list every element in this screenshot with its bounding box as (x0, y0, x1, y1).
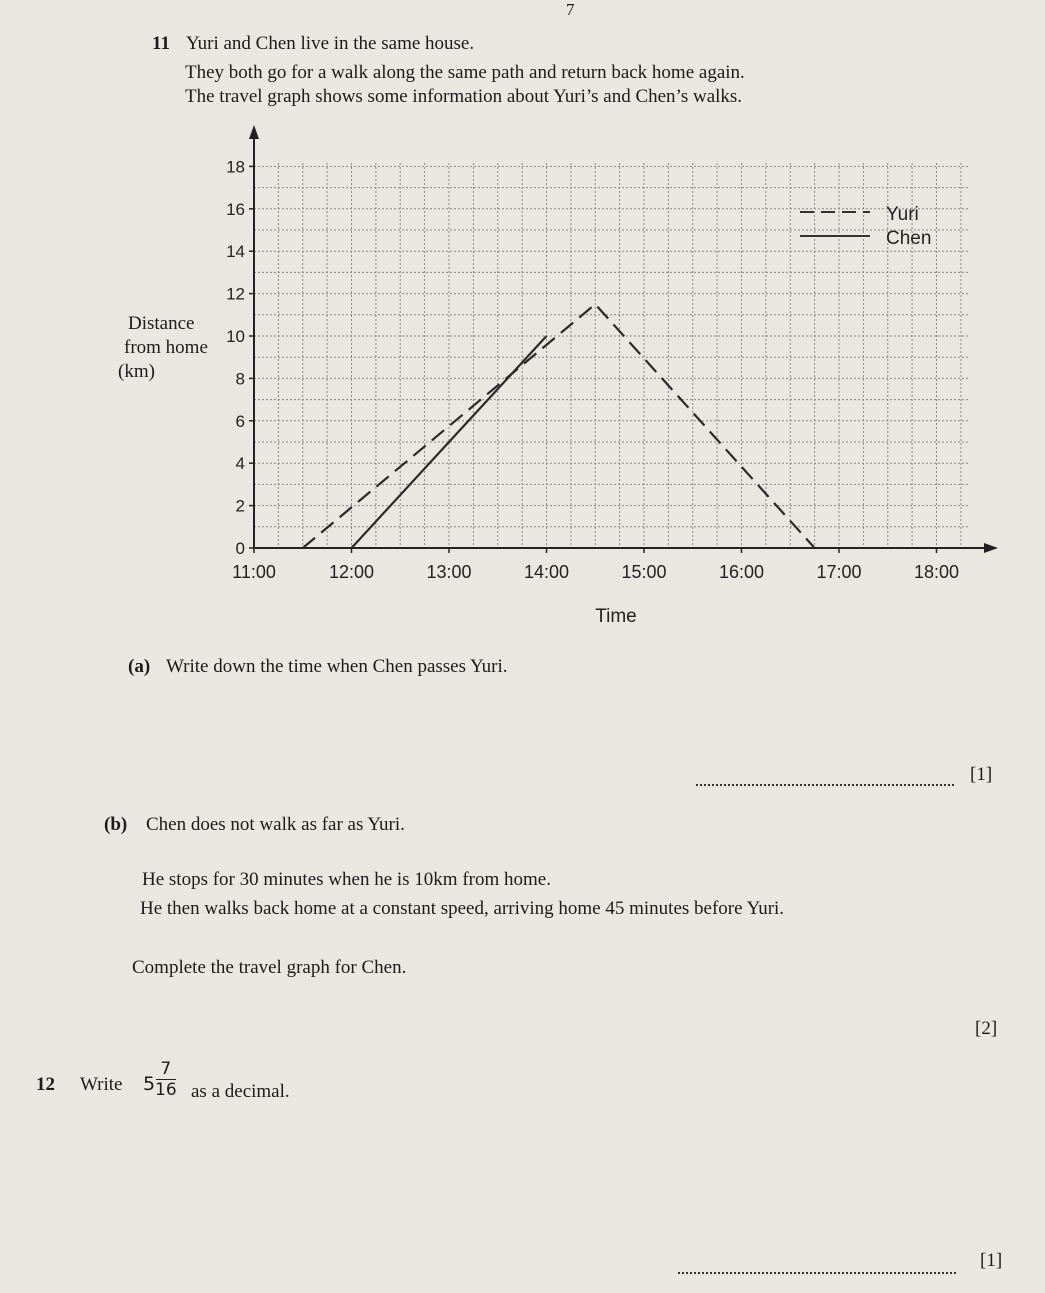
y-tick-label: 4 (235, 454, 245, 474)
q12-write: Write (80, 1074, 123, 1095)
y-tick-label: 16 (226, 199, 245, 219)
graph-grid (254, 163, 968, 548)
q12-marks: [1] (980, 1250, 1003, 1271)
q11-number: 11 (152, 33, 170, 54)
y-tick-label: 14 (226, 242, 245, 262)
x-tick-label: 11:00 (232, 562, 276, 582)
travel-graph (0, 0, 1045, 640)
graph-series (303, 304, 815, 548)
x-axis-arrow (984, 543, 998, 553)
y-axis-label-3: (km) (118, 361, 155, 382)
part-b-text2: He stops for 30 minutes when he is 10km from home. (142, 869, 551, 890)
y-axis-label-2: from home (124, 337, 208, 358)
part-a-text: Write down the time when Chen passes Yuri. (166, 656, 508, 677)
y-tick-label: 18 (226, 157, 245, 177)
x-tick-label: 12:00 (328, 562, 375, 582)
y-axis-label-1: Distance (128, 313, 195, 334)
q12-fraction (155, 1060, 177, 1099)
q12-numerator: 7 (160, 1059, 172, 1079)
part-b-text3: He then walks back home at a constant speed, arriving home 45 minutes before Yuri. (140, 898, 785, 919)
page-number: 7 (566, 0, 575, 19)
q12-denominator: 16 (155, 1080, 177, 1100)
part-a-marks: [1] (970, 764, 993, 785)
x-tick-label: 18:00 (913, 562, 960, 582)
x-axis-title: Time (595, 606, 637, 627)
x-tick-label: 17:00 (816, 562, 862, 582)
graph-axes (249, 125, 998, 553)
series-line-yuri (303, 304, 815, 548)
q12-number: 12 (36, 1074, 55, 1095)
q12-answer-line[interactable] (678, 1272, 956, 1274)
part-b-text1: Chen does not walk as far as Yuri. (146, 814, 405, 835)
part-a-label: (a) (128, 656, 151, 677)
graph-legend (800, 204, 931, 249)
x-tick-label: 14:00 (523, 562, 570, 582)
legend-yuri-label: Yuri (886, 204, 919, 225)
part-b-label: (b) (104, 814, 128, 835)
part-b-marks: [2] (975, 1018, 998, 1039)
legend-chen-label: Chen (886, 228, 932, 249)
part-b-text4: Complete the travel graph for Chen. (132, 957, 407, 978)
x-tick-label: 16:00 (718, 562, 765, 582)
q11-line2: They both go for a walk along the same path and return back home again. (185, 62, 745, 83)
x-tick-label: 13:00 (426, 562, 472, 582)
x-tick-label: 15:00 (621, 562, 667, 582)
graph-ticks (226, 157, 959, 582)
y-tick-label: 6 (235, 411, 245, 431)
y-axis-arrow (249, 125, 259, 139)
y-tick-label: 2 (235, 496, 245, 516)
y-tick-label: 10 (226, 327, 245, 346)
q12-whole-number: 5 (143, 1073, 156, 1095)
y-tick-label: 0 (235, 539, 245, 558)
part-a-answer-line[interactable] (696, 784, 954, 786)
y-tick-label: 8 (235, 369, 245, 389)
q11-line1: Yuri and Chen live in the same house. (186, 33, 475, 54)
y-tick-label: 12 (226, 284, 245, 304)
q11-line3: The travel graph shows some information about Yuri’s and Chen’s walks. (185, 86, 743, 107)
q12-text: as a decimal. (191, 1081, 290, 1102)
